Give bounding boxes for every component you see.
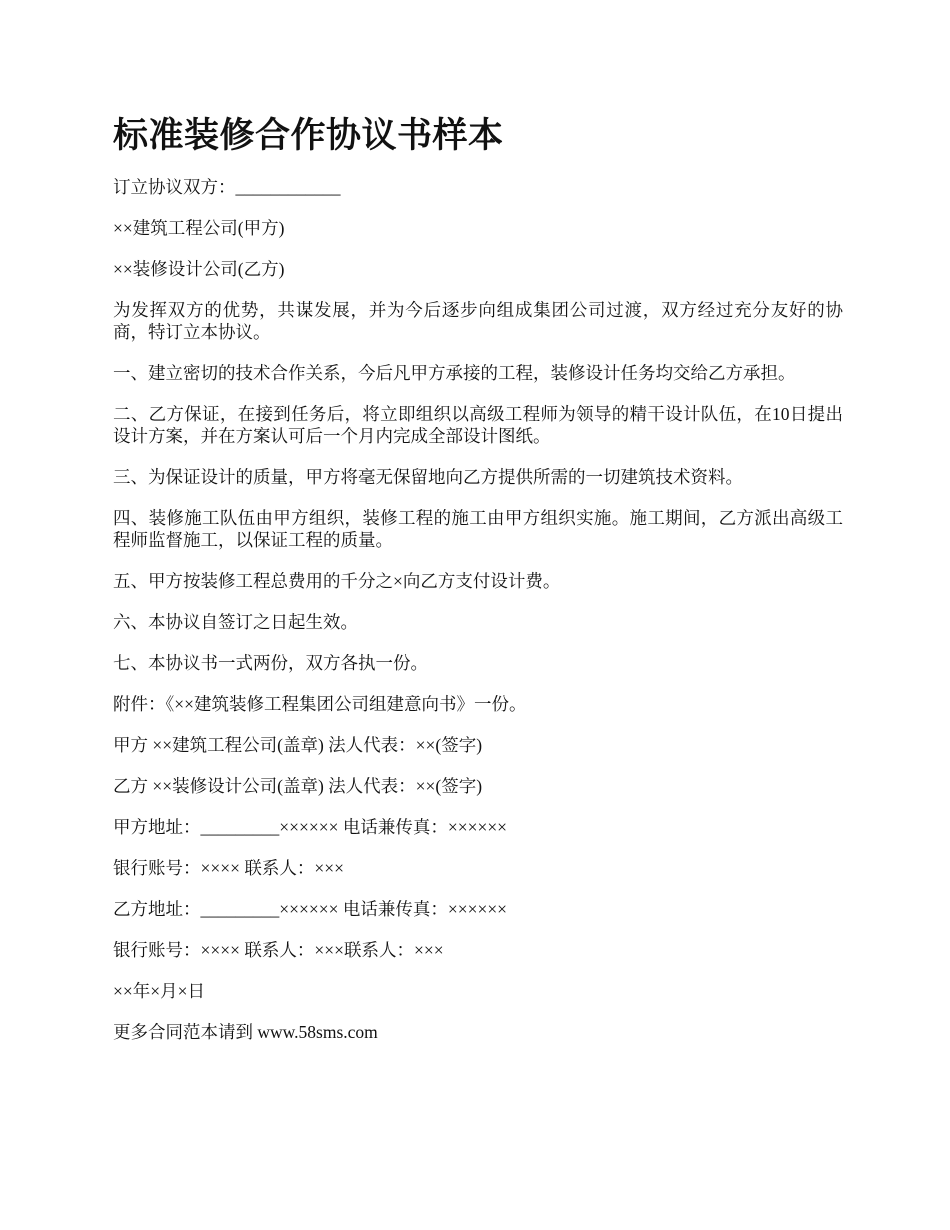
document-page	[113, 110, 843, 1062]
document-title: 标准装修合作协议书样本	[113, 116, 504, 155]
party-b-address: 乙方地址：_________×××××× 电话兼传真：××××××	[113, 899, 508, 919]
parties-line: 订立协议双方：____________	[113, 177, 341, 197]
attachment-line: 附件：《××建筑装修工程集团公司组建意向书》一份。	[113, 694, 527, 714]
party-b-bank: 银行账号：×××× 联系人：×××联系人：×××	[113, 940, 444, 960]
footer-link-text: 更多合同范本请到 www.58sms.com	[113, 1022, 378, 1042]
clause-5: 五、甲方按装修工程总费用的千分之×向乙方支付设计费。	[113, 571, 561, 591]
clause-7: 七、本协议书一式两份，双方各执一份。	[113, 653, 428, 673]
party-b-signature: 乙方 ××装修设计公司(盖章) 法人代表：××(签字)	[113, 776, 483, 796]
clause-1: 一、建立密切的技术合作关系，今后凡甲方承接的工程，装修设计任务均交给乙方承担。	[113, 363, 796, 383]
clause-6: 六、本协议自签订之日起生效。	[113, 612, 358, 632]
clause-3: 三、为保证设计的质量，甲方将毫无保留地向乙方提供所需的一切建筑技术资料。	[113, 467, 743, 487]
clause-2: 二、乙方保证，在接到任务后，将立即组织以高级工程师为领导的精干设计队伍，在10日提出设计方案，并在方案认可后一个月内完成全部设计图纸。	[113, 404, 843, 446]
preamble: 为发挥双方的优势，共谋发展，并为今后逐步向组成集团公司过渡，双方经过充分友好的协商，特订立本协议。	[113, 300, 843, 342]
party-a-signature: 甲方 ××建筑工程公司(盖章) 法人代表：××(签字)	[113, 735, 483, 755]
party-b: ××装修设计公司(乙方)	[113, 259, 285, 279]
party-a-bank: 银行账号：×××× 联系人：×××	[113, 858, 344, 878]
party-a: ××建筑工程公司(甲方)	[113, 218, 285, 238]
date-line: ××年×月×日	[113, 981, 205, 1001]
clause-4: 四、装修施工队伍由甲方组织，装修工程的施工由甲方组织实施。施工期间，乙方派出高级工程师监督施工，以保证工程的质量。	[113, 508, 843, 550]
party-a-address: 甲方地址：_________×××××× 电话兼传真：××××××	[113, 817, 508, 837]
